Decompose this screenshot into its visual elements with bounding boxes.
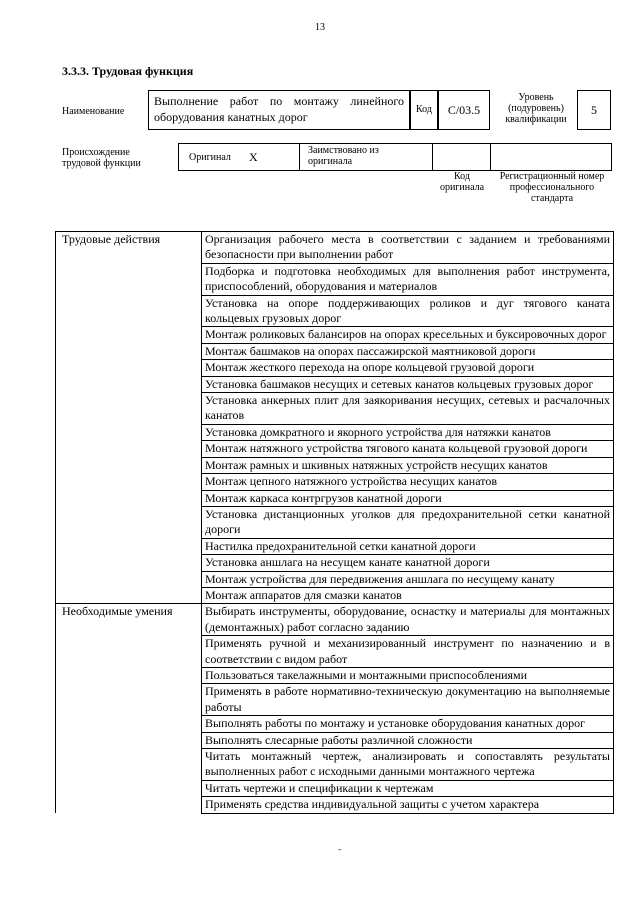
section-cell	[56, 327, 202, 343]
table-cell: Установка анкерных плит для заякоривания несущих, сетевых и расчалочных канатов	[202, 393, 614, 425]
table-row	[56, 797, 614, 813]
table-row	[56, 716, 614, 732]
table-cell: Читать чертежи и спецификации к чертежам	[202, 780, 614, 796]
table-cell: Монтаж аппаратов для смазки канатов	[202, 587, 614, 603]
section-heading: Трудовые действия	[56, 232, 202, 264]
code-caption: Код оригинала	[439, 171, 485, 193]
section-cell	[56, 360, 202, 376]
table-cell: Организация рабочего места в соответствии с заданием и требованиями безопасности при выполнении работ	[202, 232, 614, 264]
section-cell	[56, 474, 202, 490]
table-row	[56, 457, 614, 473]
level-value: 5	[577, 90, 611, 130]
table-row	[56, 424, 614, 440]
table-cell: Выполнять слесарные работы различной сложности	[202, 732, 614, 748]
table-row	[56, 604, 614, 636]
section-cell	[56, 424, 202, 440]
table-cell: Применять средства индивидуальной защиты с учетом характера	[202, 797, 614, 813]
table-row	[56, 571, 614, 587]
table-cell: Установка дистанционных уголков для предохранительной сетки канатной дороги	[202, 506, 614, 538]
table-row	[56, 555, 614, 571]
section-cell	[56, 376, 202, 392]
section-cell	[56, 393, 202, 425]
table-cell: Монтаж натяжного устройства тягового каната кольцевой грузовой дороги	[202, 441, 614, 457]
section-cell	[56, 587, 202, 603]
function-name-box: Выполнение работ по монтажу линейного оборудования канатных дорог	[148, 90, 410, 130]
table-cell: Пользоваться такелажными и монтажными приспособлениями	[202, 667, 614, 683]
original-label: Оригинал	[189, 152, 231, 163]
section-heading: Необходимые умения	[56, 604, 202, 636]
table-cell: Установка домкратного и якорного устройства для натяжки канатов	[202, 424, 614, 440]
table-cell: Монтаж цепного натяжного устройства несущих канатов	[202, 474, 614, 490]
section-cell	[56, 457, 202, 473]
section-cell	[56, 716, 202, 732]
table-row	[56, 667, 614, 683]
original-code-box	[432, 143, 491, 171]
original-mark: X	[249, 150, 258, 164]
section-cell	[56, 667, 202, 683]
table-cell: Установка башмаков несущих и сетевых канатов кольцевых грузовых дорог	[202, 376, 614, 392]
table-cell: Применять в работе нормативно-техническую документацию на выполняемые работы	[202, 684, 614, 716]
name-label: Наименование	[62, 106, 125, 117]
table-cell: Монтаж жесткого перехода на опоре кольцевой грузовой дороги	[202, 360, 614, 376]
table-cell: Применять ручной и механизированный инструмент по назначению и в соответствии с видом работ	[202, 636, 614, 668]
table-row	[56, 684, 614, 716]
section-cell	[56, 684, 202, 716]
table-row	[56, 263, 614, 295]
footer-mark: ˗	[338, 844, 342, 855]
table-cell: Монтаж башмаков на опорах пассажирской маятниковой дороги	[202, 343, 614, 359]
section-cell	[56, 538, 202, 554]
section-cell	[56, 780, 202, 796]
borrowed-box	[299, 143, 433, 171]
section-title: 3.3.3. Трудовая функция	[62, 64, 194, 78]
table-row	[56, 587, 614, 603]
table-row	[56, 232, 614, 264]
section-cell	[56, 797, 202, 813]
table-cell: Подборка и подготовка необходимых для выполнения работ инструмента, приспособлений, оборудования и материалов	[202, 263, 614, 295]
original-box	[178, 143, 300, 171]
code-value: C/03.5	[438, 90, 490, 130]
section-cell	[56, 263, 202, 295]
borrowed-label: Заимствовано из оригинала	[308, 145, 379, 167]
registration-caption: Регистрационный номер профессионального стандарта	[499, 171, 605, 204]
section-cell	[56, 506, 202, 538]
table-cell: Читать монтажный чертеж, анализировать и сопоставлять результаты выполненных работ с исходными данными монтажного чертежа	[202, 749, 614, 781]
table-row	[56, 441, 614, 457]
table-row	[56, 538, 614, 554]
table-row	[56, 360, 614, 376]
table-row	[56, 732, 614, 748]
table-row	[56, 474, 614, 490]
table-row	[56, 393, 614, 425]
table-row	[56, 376, 614, 392]
section-cell	[56, 441, 202, 457]
section-cell	[56, 295, 202, 327]
table-cell: Выполнять работы по монтажу и установке оборудования канатных дорог	[202, 716, 614, 732]
table-cell: Монтаж каркаса контргрузов канатной дороги	[202, 490, 614, 506]
code-label: Код	[410, 90, 438, 130]
table-cell: Установка аншлага на несущем канате канатной дороги	[202, 555, 614, 571]
function-table	[55, 231, 614, 814]
table-row	[56, 490, 614, 506]
section-cell	[56, 749, 202, 781]
section-cell	[56, 732, 202, 748]
origin-label: Происхождение трудовой функции	[62, 147, 141, 169]
table-cell: Установка на опоре поддерживающих роликов и дуг тягового каната кольцевых грузовых дорог	[202, 295, 614, 327]
page-number: 13	[315, 22, 325, 33]
table-cell: Настилка предохранительной сетки канатной дороги	[202, 538, 614, 554]
table-row	[56, 506, 614, 538]
table-row	[56, 749, 614, 781]
table-row	[56, 343, 614, 359]
table-cell: Монтаж устройства для передвижения аншлага по несущему канату	[202, 571, 614, 587]
section-cell	[56, 343, 202, 359]
section-cell	[56, 490, 202, 506]
table-cell: Монтаж рамных и шкивных натяжных устройств несущих канатов	[202, 457, 614, 473]
section-cell	[56, 555, 202, 571]
table-cell: Монтаж роликовых балансиров на опорах кресельных и буксировочных дорог	[202, 327, 614, 343]
table-row	[56, 327, 614, 343]
table-row	[56, 780, 614, 796]
registration-number-box	[490, 143, 612, 171]
table-row	[56, 295, 614, 327]
table-row	[56, 636, 614, 668]
table-cell: Выбирать инструменты, оборудование, оснастку и материалы для монтажных (демонтажных) работ согласно заданию	[202, 604, 614, 636]
level-label: Уровень (подуровень) квалификации	[505, 92, 567, 125]
section-cell	[56, 636, 202, 668]
section-cell	[56, 571, 202, 587]
